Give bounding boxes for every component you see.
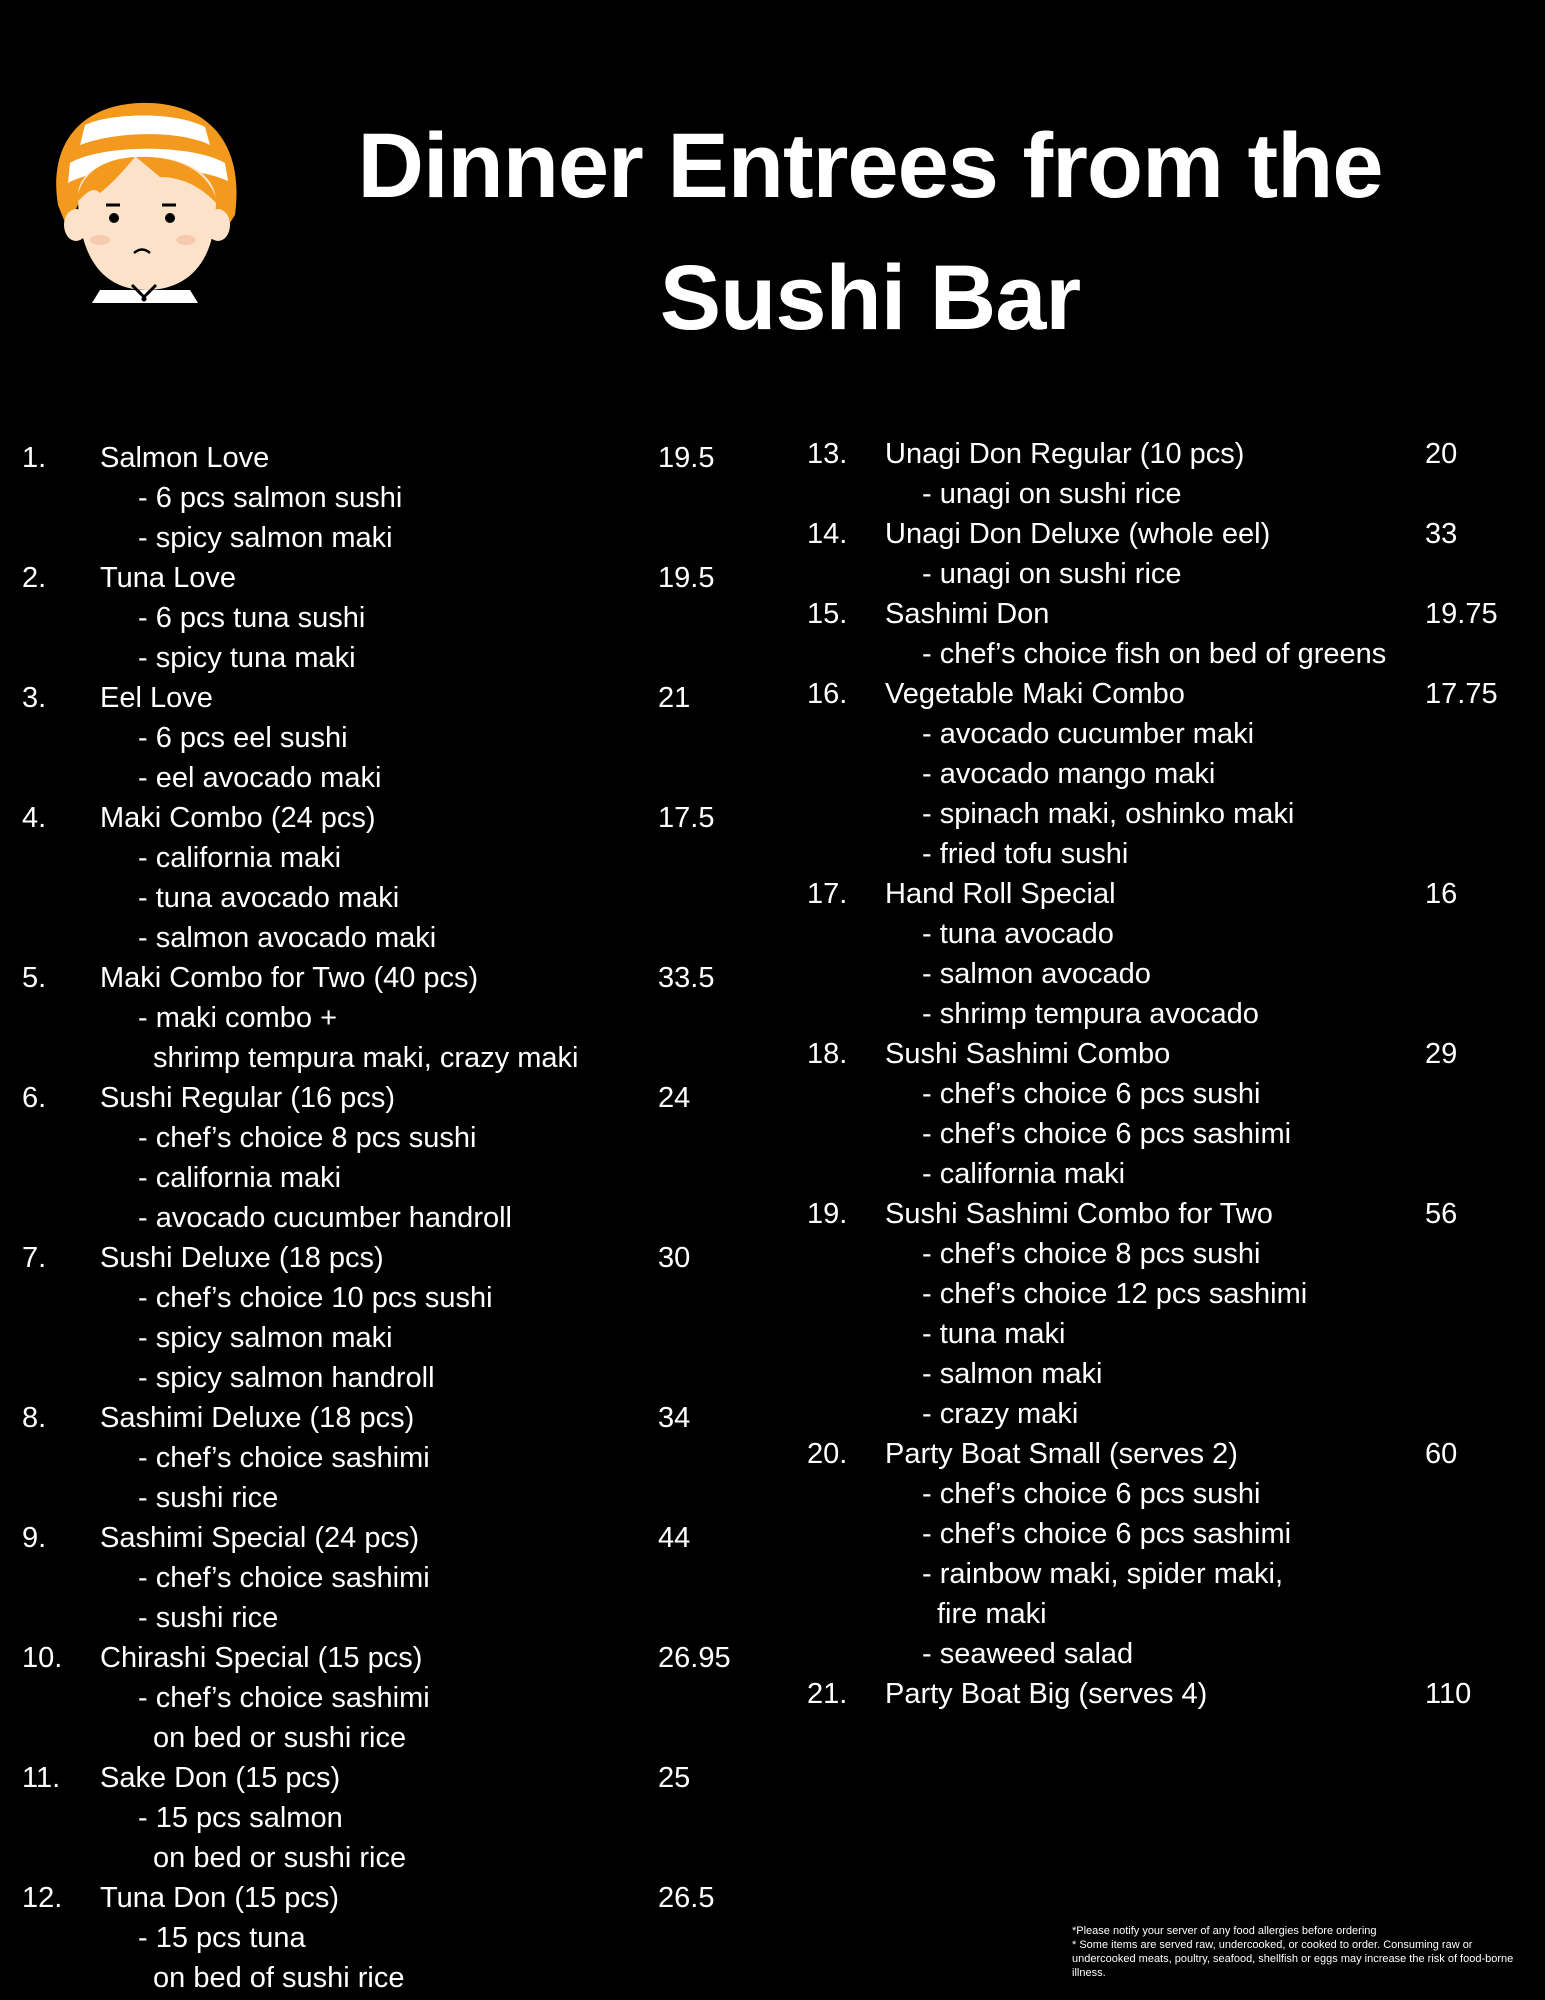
item-detail: - chef’s choice sashimi [138, 1442, 430, 1474]
menu-item [785, 434, 1545, 514]
item-number: 20. [807, 1438, 848, 1470]
item-name: Salmon Love [100, 442, 270, 474]
item-number: 12. [22, 1882, 63, 1914]
item-detail: shrimp tempura maki, crazy maki [153, 1042, 579, 1074]
item-detail: - chef’s choice 8 pcs sushi [138, 1122, 477, 1154]
item-detail: - 6 pcs tuna sushi [138, 602, 366, 634]
item-price: 44 [658, 1522, 691, 1554]
item-detail: - chef’s choice 6 pcs sashimi [922, 1518, 1292, 1550]
menu-item-header [785, 1194, 1545, 1234]
item-name: Sake Don (15 pcs) [100, 1762, 341, 1794]
menu-item-header [0, 958, 760, 998]
item-price: 110 [1425, 1678, 1472, 1710]
item-price: 60 [1425, 1438, 1458, 1470]
menu-item [785, 594, 1545, 674]
menu-item [785, 1034, 1545, 1194]
item-price: 17.5 [658, 802, 715, 834]
menu-item-header [785, 434, 1545, 474]
item-detail: - chef’s choice sashimi [138, 1682, 430, 1714]
menu-item-header [0, 558, 760, 598]
menu-column-right [785, 434, 1545, 1714]
item-number: 13. [807, 438, 848, 470]
item-number: 18. [807, 1038, 848, 1070]
item-detail: - tuna maki [922, 1318, 1066, 1350]
menu-item-header [785, 514, 1545, 554]
menu-item-header [0, 1078, 760, 1118]
item-name: Party Boat Big (serves 4) [885, 1678, 1208, 1710]
item-number: 6. [22, 1082, 47, 1114]
item-number: 5. [22, 962, 47, 994]
item-price: 24 [658, 1082, 691, 1114]
menu-item [0, 1878, 760, 1998]
item-price: 16 [1425, 878, 1458, 910]
item-detail: - unagi on sushi rice [922, 558, 1182, 590]
menu-item-header [785, 674, 1545, 714]
item-number: 21. [807, 1678, 848, 1710]
item-price: 26.5 [658, 1882, 715, 1914]
item-name: Sushi Sashimi Combo [885, 1038, 1171, 1070]
item-name: Maki Combo for Two (40 pcs) [100, 962, 479, 994]
item-detail: - 15 pcs salmon [138, 1802, 343, 1834]
menu-item-header [0, 1878, 760, 1918]
item-name: Chirashi Special (15 pcs) [100, 1642, 423, 1674]
item-detail: - chef’s choice 8 pcs sushi [922, 1238, 1261, 1270]
item-name: Sushi Sashimi Combo for Two [885, 1198, 1273, 1230]
menu-item-header [0, 1398, 760, 1438]
item-detail: - 15 pcs tuna [138, 1922, 306, 1954]
menu-item [0, 1078, 760, 1238]
item-price: 34 [658, 1402, 691, 1434]
item-name: Party Boat Small (serves 2) [885, 1438, 1238, 1470]
item-detail: - salmon maki [922, 1358, 1103, 1390]
item-detail: - salmon avocado maki [138, 922, 437, 954]
item-detail: - california maki [138, 1162, 342, 1194]
footnote-consumption-warning: * Some items are served raw, undercooked, or cooked to order. Consuming raw or undercooked meats, poultry, seafood, shellfish or eggs may increase the risk of food-borne illness. [1072, 1939, 1514, 1979]
item-detail: - crazy maki [922, 1398, 1079, 1430]
item-detail: - sushi rice [138, 1602, 279, 1634]
menu-column-left [0, 438, 760, 1998]
menu-item-header [785, 1034, 1545, 1074]
item-price: 21 [658, 682, 691, 714]
item-detail: - salmon avocado [922, 958, 1151, 990]
item-detail: - spicy tuna maki [138, 642, 356, 674]
item-price: 33 [1425, 518, 1458, 550]
menu-item-header [0, 438, 760, 478]
item-price: 19.5 [658, 442, 715, 474]
item-detail: on bed or sushi rice [153, 1722, 407, 1754]
item-price: 19.5 [658, 562, 715, 594]
item-detail: - avocado cucumber maki [922, 718, 1255, 750]
menu-item [785, 514, 1545, 594]
item-name: Unagi Don Deluxe (whole eel) [885, 518, 1271, 550]
item-detail: - tuna avocado [922, 918, 1114, 950]
item-detail: - eel avocado maki [138, 762, 382, 794]
allergy-footnote [1072, 1924, 1532, 1980]
item-number: 17. [807, 878, 848, 910]
item-number: 2. [22, 562, 47, 594]
item-detail: - chef’s choice fish on bed of greens [922, 638, 1387, 670]
menu-item-header [0, 678, 760, 718]
item-detail: - rainbow maki, spider maki, [922, 1558, 1283, 1590]
footnote-allergy-line: *Please notify your server of any food allergies before ordering [1072, 1925, 1377, 1937]
menu-item [0, 1518, 760, 1638]
menu-item [0, 798, 760, 958]
item-detail: - chef’s choice sashimi [138, 1562, 430, 1594]
item-detail: - sushi rice [138, 1482, 279, 1514]
item-name: Sashimi Don [885, 598, 1050, 630]
item-price: 29 [1425, 1038, 1458, 1070]
item-name: Sushi Regular (16 pcs) [100, 1082, 395, 1114]
item-number: 14. [807, 518, 848, 550]
menu-item [785, 674, 1545, 874]
menu-item-header [785, 1674, 1545, 1714]
item-detail: - shrimp tempura avocado [922, 998, 1259, 1030]
item-number: 16. [807, 678, 848, 710]
sushi-chef-mascot-icon [40, 85, 250, 305]
item-detail: - maki combo + [138, 1002, 338, 1034]
item-detail: - avocado mango maki [922, 758, 1216, 790]
item-number: 1. [22, 442, 47, 474]
item-name: Hand Roll Special [885, 878, 1116, 910]
menu-item [0, 1238, 760, 1398]
item-number: 8. [22, 1402, 47, 1434]
item-name: Tuna Love [100, 562, 236, 594]
item-name: Maki Combo (24 pcs) [100, 802, 376, 834]
item-price: 26.95 [658, 1642, 731, 1674]
menu-item [785, 1434, 1545, 1674]
item-detail: - 6 pcs eel sushi [138, 722, 348, 754]
item-name: Sashimi Deluxe (18 pcs) [100, 1402, 415, 1434]
item-detail: on bed of sushi rice [153, 1962, 405, 1994]
item-price: 30 [658, 1242, 691, 1274]
item-number: 4. [22, 802, 47, 834]
menu-item-header [785, 594, 1545, 634]
item-detail: - fried tofu sushi [922, 838, 1129, 870]
item-detail: - seaweed salad [922, 1638, 1134, 1670]
item-name: Sashimi Special (24 pcs) [100, 1522, 420, 1554]
item-number: 9. [22, 1522, 47, 1554]
item-price: 19.75 [1425, 598, 1498, 630]
item-detail: - chef’s choice 10 pcs sushi [138, 1282, 493, 1314]
item-detail: - chef’s choice 12 pcs sashimi [922, 1278, 1308, 1310]
item-detail: - chef’s choice 6 pcs sashimi [922, 1118, 1292, 1150]
menu-item [0, 558, 760, 678]
item-number: 7. [22, 1242, 47, 1274]
menu-item [785, 1674, 1545, 1714]
item-name: Tuna Don (15 pcs) [100, 1882, 340, 1914]
item-detail: - spicy salmon maki [138, 1322, 393, 1354]
item-price: 20 [1425, 438, 1458, 470]
item-number: 15. [807, 598, 848, 630]
item-name: Unagi Don Regular (10 pcs) [885, 438, 1245, 470]
item-number: 10. [22, 1642, 63, 1674]
item-detail: on bed or sushi rice [153, 1842, 407, 1874]
item-price: 17.75 [1425, 678, 1498, 710]
item-detail: fire maki [937, 1598, 1047, 1630]
menu-item [0, 438, 760, 558]
menu-item-header [785, 1434, 1545, 1474]
item-detail: - 6 pcs salmon sushi [138, 482, 403, 514]
menu-item [785, 874, 1545, 1034]
menu-item [0, 1758, 760, 1878]
item-number: 11. [22, 1762, 61, 1794]
item-price: 33.5 [658, 962, 715, 994]
page-title [300, 100, 1440, 364]
item-detail: - avocado cucumber handroll [138, 1202, 512, 1234]
item-detail: - california maki [922, 1158, 1126, 1190]
menu-item [0, 678, 760, 798]
item-detail: - spinach maki, oshinko maki [922, 798, 1295, 830]
item-detail: - chef’s choice 6 pcs sushi [922, 1478, 1261, 1510]
title-line-2: Sushi Bar [659, 247, 1081, 349]
menu-item-header [785, 874, 1545, 914]
menu-item [0, 958, 760, 1078]
menu-item-header [0, 798, 760, 838]
item-name: Vegetable Maki Combo [885, 678, 1185, 710]
menu-item-header [0, 1238, 760, 1278]
item-price: 25 [658, 1762, 691, 1794]
menu-item [785, 1194, 1545, 1434]
item-detail: - spicy salmon maki [138, 522, 393, 554]
menu-item-header [0, 1638, 760, 1678]
item-detail: - chef’s choice 6 pcs sushi [922, 1078, 1261, 1110]
title-line-1: Dinner Entrees from the [357, 115, 1383, 217]
item-name: Sushi Deluxe (18 pcs) [100, 1242, 384, 1274]
item-detail: - california maki [138, 842, 342, 874]
menu-item-header [0, 1518, 760, 1558]
item-detail: - tuna avocado maki [138, 882, 400, 914]
item-detail: - unagi on sushi rice [922, 478, 1182, 510]
item-number: 3. [22, 682, 47, 714]
item-price: 56 [1425, 1198, 1458, 1230]
menu-item [0, 1638, 760, 1758]
menu-item-header [0, 1758, 760, 1798]
item-name: Eel Love [100, 682, 213, 714]
item-number: 19. [807, 1198, 848, 1230]
menu-item [0, 1398, 760, 1518]
item-detail: - spicy salmon handroll [138, 1362, 435, 1394]
